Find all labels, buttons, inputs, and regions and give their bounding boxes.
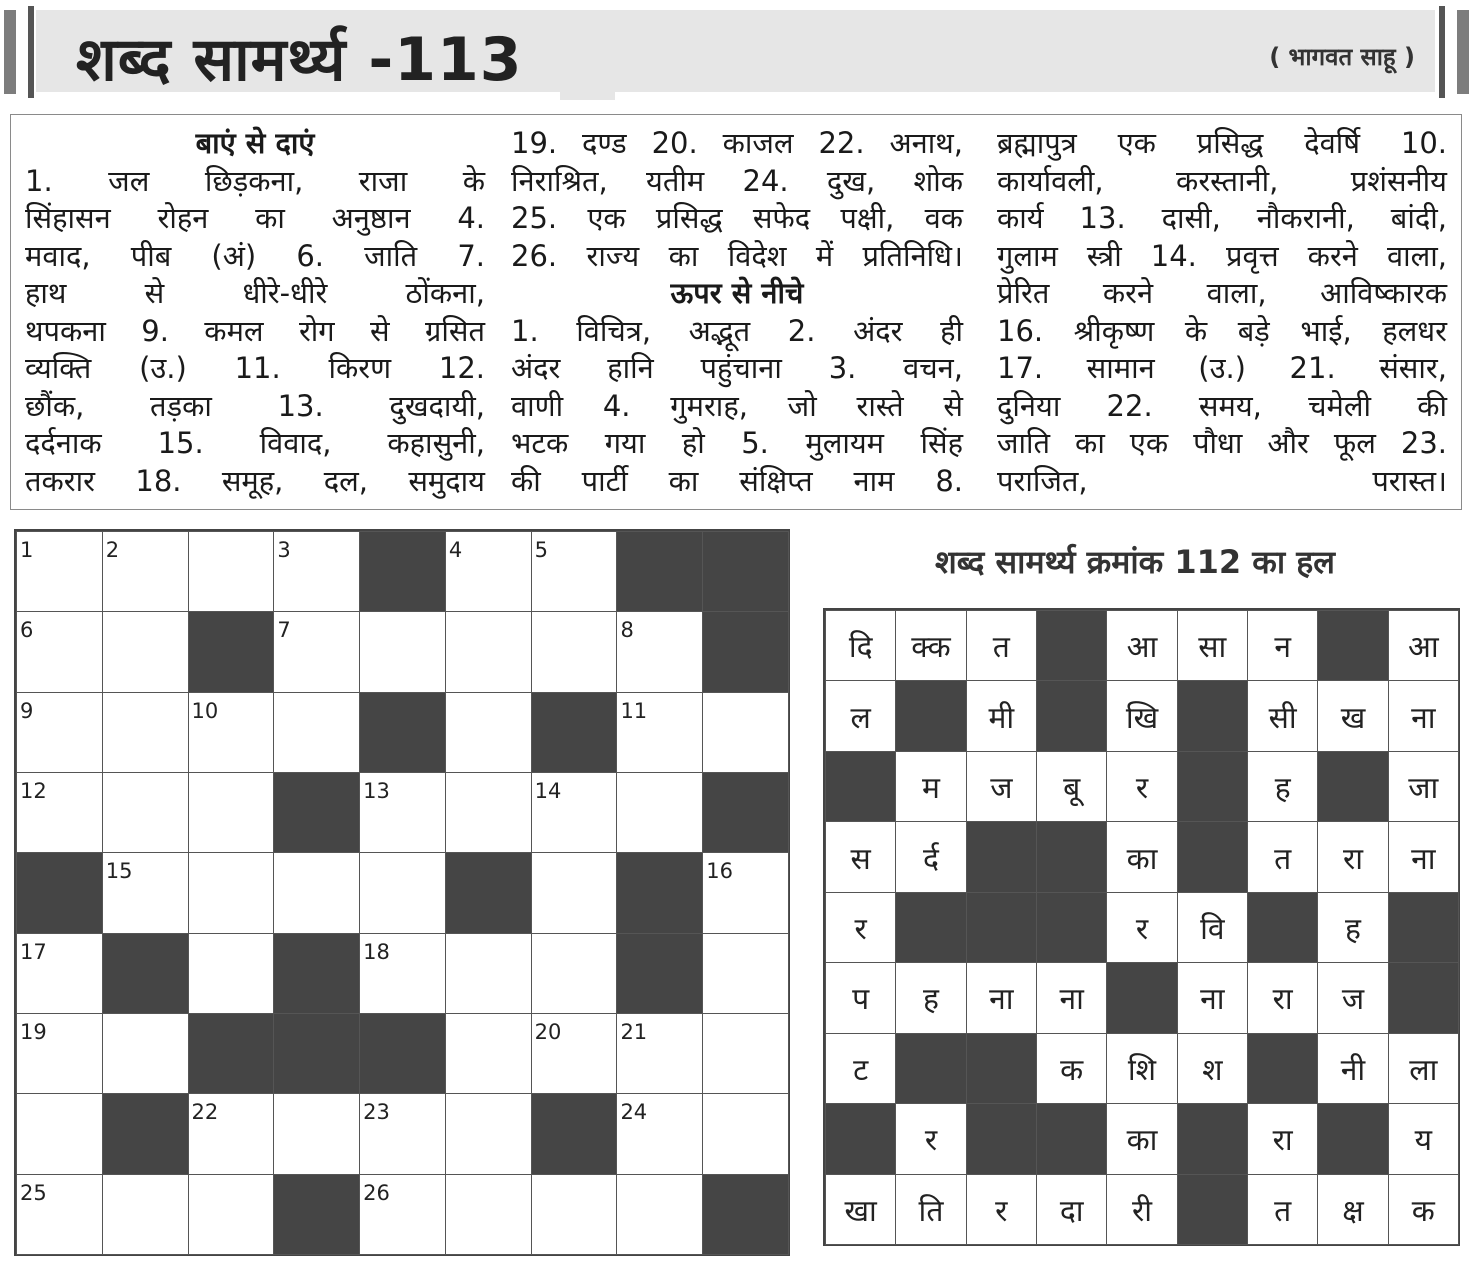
solution-cell: सी — [1247, 680, 1318, 751]
solution-cell: ना — [1388, 821, 1459, 892]
solution-block-cell — [966, 1103, 1037, 1174]
solution-cell: ह — [1247, 751, 1318, 822]
grid-cell[interactable] — [359, 1093, 446, 1174]
clue-number: 3 — [277, 538, 291, 562]
solution-block-cell — [1317, 751, 1388, 822]
header-left-bar — [4, 10, 16, 94]
grid-cell[interactable] — [102, 772, 189, 853]
grid-cell[interactable] — [702, 933, 789, 1014]
solution-cell: ह — [895, 962, 966, 1033]
grid-cell[interactable] — [359, 933, 446, 1014]
solution-cell: क — [1388, 1174, 1459, 1245]
grid-cell[interactable] — [531, 933, 618, 1014]
grid-cell[interactable] — [188, 772, 275, 853]
clues-column-1 — [25, 125, 485, 500]
clue-line: 25. एक प्रसिद्ध सफेद पक्षी, वक — [511, 201, 963, 235]
solution-cell: र्द — [895, 821, 966, 892]
grid-cell[interactable] — [188, 531, 275, 612]
solution-title: शब्द सामर्थ्य क्रमांक 112 का हल — [934, 543, 1335, 581]
grid-cell[interactable] — [188, 1174, 275, 1255]
grid-cell[interactable] — [359, 852, 446, 933]
grid-cell[interactable] — [16, 772, 103, 853]
grid-block-cell — [702, 772, 789, 853]
solution-block-cell — [1317, 1103, 1388, 1174]
grid-cell[interactable] — [616, 772, 703, 853]
solution-cell: वि — [1177, 892, 1248, 963]
solution-cell: ना — [1177, 962, 1248, 1033]
grid-cell[interactable] — [359, 1174, 446, 1255]
solution-block-cell — [825, 1103, 896, 1174]
grid-block-cell — [702, 611, 789, 692]
clue-number: 14 — [534, 779, 562, 803]
solution-block-cell — [1106, 962, 1177, 1033]
clue-number: 22 — [191, 1100, 219, 1125]
clue-line: गुलाम स्त्री 14. प्रवृत्त करने वाला, — [997, 238, 1447, 273]
solution-cell: ज — [966, 751, 1037, 822]
grid-cell[interactable] — [445, 531, 532, 612]
grid-cell[interactable] — [531, 611, 618, 692]
clue-number: 21 — [620, 1020, 648, 1044]
solution-cell: आ — [1388, 610, 1459, 681]
grid-block-cell — [359, 531, 446, 612]
solution-block-cell — [1177, 751, 1248, 822]
clue-line: पराजित, परास्त। — [997, 463, 1447, 498]
solution-cell: ह — [1317, 892, 1388, 963]
solution-cell: जा — [1388, 751, 1459, 822]
solution-cell: खा — [825, 1174, 896, 1245]
solution-cell: आ — [1106, 610, 1177, 681]
clue-line: प्रेरित करने वाला, आविष्कारक — [997, 276, 1447, 310]
solution-cell: दा — [1036, 1174, 1107, 1245]
clue-number: 19 — [20, 1020, 47, 1044]
solution-block-cell — [1317, 610, 1388, 681]
clue-number: 17 — [20, 939, 47, 964]
author-credit: ( भागवत साहू ) — [1269, 43, 1415, 71]
clue-line: वाणी 4. गुमराह, जो रास्ते से — [511, 388, 963, 423]
page-title: शब्द सामर्थ्य -113 — [76, 25, 523, 95]
solution-cell: प — [825, 962, 896, 1033]
grid-cell[interactable] — [702, 852, 789, 933]
down-clues-part-1 — [511, 313, 963, 501]
solution-cell: मी — [966, 680, 1037, 751]
solution-block-cell — [1177, 1103, 1248, 1174]
solution-block-cell — [1036, 610, 1107, 681]
grid-cell[interactable] — [102, 611, 189, 692]
grid-cell[interactable] — [16, 1013, 103, 1094]
clue-number: 5 — [534, 538, 549, 562]
across-clues-part-2 — [511, 125, 963, 275]
grid-cell[interactable] — [445, 611, 532, 692]
grid-cell[interactable] — [16, 1093, 103, 1174]
solution-cell: य — [1388, 1103, 1459, 1174]
solution-block-cell — [1177, 821, 1248, 892]
grid-cell[interactable] — [702, 1013, 789, 1094]
grid-cell[interactable] — [102, 1174, 189, 1255]
grid-block-cell — [273, 933, 360, 1014]
grid-cell[interactable] — [273, 1093, 360, 1174]
clue-line: कार्यावली, करस्तानी, प्रशंसनीय — [997, 163, 1447, 198]
clue-line: 1. विचित्र, अद्भूत 2. अंदर ही — [511, 313, 963, 348]
clue-line: ब्रह्मापुत्र एक प्रसिद्ध देवर्षि 10. — [997, 126, 1447, 160]
clue-number: 4 — [448, 538, 463, 562]
grid-cell[interactable] — [102, 531, 189, 612]
solution-cell: ना — [966, 962, 1037, 1033]
clue-number: 11 — [620, 698, 648, 723]
clue-line: अंदर हानि पहुंचाना 3. वचन, — [511, 351, 963, 385]
clue-line: दर्दनाक 15. विवाद, कहासुनी, — [25, 426, 485, 460]
clue-number: 26 — [363, 1180, 390, 1205]
header-right-rule — [1439, 6, 1445, 98]
clue-number: 7 — [277, 618, 291, 643]
grid-cell[interactable] — [702, 692, 789, 773]
clue-number: 25 — [20, 1180, 47, 1205]
solution-block-cell — [1177, 680, 1248, 751]
grid-block-cell — [531, 1093, 618, 1174]
solution-block-cell — [895, 680, 966, 751]
grid-cell[interactable] — [616, 1013, 703, 1094]
grid-block-cell — [102, 1093, 189, 1174]
grid-cell[interactable] — [102, 1013, 189, 1094]
clue-line: व्यक्ति (उ.) 11. किरण 12. — [25, 351, 485, 385]
solution-block-cell — [1388, 962, 1459, 1033]
clue-line: निराश्रित, यतीम 24. दुख, शोक — [511, 163, 963, 198]
solution-block-cell — [966, 821, 1037, 892]
grid-cell[interactable] — [188, 933, 275, 1014]
header-tab — [560, 92, 615, 100]
solution-cell: क — [1036, 1033, 1107, 1104]
grid-cell[interactable] — [16, 933, 103, 1014]
clue-line: मवाद, पीब (अं) 6. जाति 7. — [25, 238, 485, 273]
solution-cell: श — [1177, 1033, 1248, 1104]
solution-cell: र — [895, 1103, 966, 1174]
clue-number: 12 — [20, 779, 47, 803]
crossword-grid — [14, 529, 790, 1256]
solution-cell: नी — [1317, 1033, 1388, 1104]
clue-number: 24 — [620, 1100, 648, 1125]
grid-cell[interactable] — [531, 772, 618, 853]
solution-cell: ना — [1036, 962, 1107, 1033]
solution-cell: क्ष — [1317, 1174, 1388, 1245]
solution-cell: त — [1247, 1174, 1318, 1245]
grid-cell[interactable] — [445, 933, 532, 1014]
solution-cell: री — [1106, 1174, 1177, 1245]
grid-block-cell — [445, 852, 532, 933]
grid-cell[interactable] — [531, 852, 618, 933]
clue-line: दुनिया 22. समय, चमेली की — [997, 388, 1447, 423]
grid-block-cell — [531, 692, 618, 773]
grid-cell[interactable] — [702, 1093, 789, 1174]
grid-cell[interactable] — [188, 852, 275, 933]
grid-cell[interactable] — [16, 692, 103, 773]
clue-line: छौंक, तड़का 13. दुखदायी, — [25, 388, 485, 423]
grid-cell[interactable] — [273, 692, 360, 773]
grid-cell[interactable] — [273, 611, 360, 692]
solution-block-cell — [1036, 1103, 1107, 1174]
solution-cell: बू — [1036, 751, 1107, 822]
solution-cell: रा — [1317, 821, 1388, 892]
grid-block-cell — [616, 852, 703, 933]
solution-cell: खि — [1106, 680, 1177, 751]
clue-line: 17. सामान (उ.) 21. संसार, — [997, 351, 1447, 385]
clue-line: हाथ से धीरे-धीरे ठोंकना, — [25, 276, 485, 310]
grid-cell[interactable] — [616, 692, 703, 773]
grid-block-cell — [273, 772, 360, 853]
clue-number: 1 — [20, 538, 34, 562]
grid-block-cell — [273, 1174, 360, 1255]
clue-number: 23 — [363, 1100, 390, 1125]
grid-cell[interactable] — [445, 692, 532, 773]
clue-line: की पार्टी का संक्षिप्त नाम 8. — [511, 463, 963, 498]
clue-number: 15 — [105, 859, 133, 884]
solution-cell: ट — [825, 1033, 896, 1104]
grid-block-cell — [702, 1174, 789, 1255]
grid-block-cell — [359, 692, 446, 773]
grid-cell[interactable] — [531, 1013, 618, 1094]
solution-cell: का — [1106, 821, 1177, 892]
grid-block-cell — [702, 531, 789, 612]
grid-cell[interactable] — [359, 772, 446, 853]
grid-cell[interactable] — [359, 611, 446, 692]
clue-line: 19. दण्ड 20. काजल 22. अनाथ, — [511, 126, 963, 160]
solution-cell: का — [1106, 1103, 1177, 1174]
grid-cell[interactable] — [445, 1174, 532, 1255]
grid-cell[interactable] — [102, 852, 189, 933]
clue-number: 13 — [363, 779, 390, 803]
solution-cell: ला — [1388, 1033, 1459, 1104]
solution-block-cell — [1036, 680, 1107, 751]
solution-cell: रा — [1247, 962, 1318, 1033]
grid-block-cell — [359, 1013, 446, 1094]
clue-line: सिंहासन रोहन का अनुष्ठान 4. — [25, 201, 485, 235]
solution-cell: दि — [825, 610, 896, 681]
down-heading: ऊपर से नीचे — [670, 276, 804, 310]
grid-block-cell — [16, 852, 103, 933]
clue-number: 2 — [105, 538, 120, 562]
solution-block-cell — [1388, 892, 1459, 963]
solution-cell: न — [1247, 610, 1318, 681]
solution-block-cell — [966, 892, 1037, 963]
grid-block-cell — [273, 1013, 360, 1094]
grid-cell[interactable] — [531, 1174, 618, 1255]
solution-cell: क्क — [895, 610, 966, 681]
solution-block-cell — [1036, 821, 1107, 892]
solution-cell: ति — [895, 1174, 966, 1245]
clue-line: तकरार 18. समूह, दल, समुदाय — [25, 463, 485, 498]
grid-block-cell — [616, 531, 703, 612]
clues-box — [10, 114, 1462, 510]
grid-cell[interactable] — [445, 1093, 532, 1174]
clue-line: कार्य 13. दासी, नौकरानी, बांदी, — [997, 201, 1447, 235]
grid-cell[interactable] — [16, 611, 103, 692]
solution-cell: रा — [1247, 1103, 1318, 1174]
solution-cell: त — [966, 610, 1037, 681]
grid-cell[interactable] — [616, 1093, 703, 1174]
grid-block-cell — [616, 933, 703, 1014]
solution-cell: सा — [1177, 610, 1248, 681]
clue-line: थपकना 9. कमल रोग से ग्रसित — [25, 313, 485, 348]
solution-block-cell — [1247, 1033, 1318, 1104]
solution-cell: म — [895, 751, 966, 822]
clues-column-3 — [997, 125, 1447, 500]
grid-cell[interactable] — [16, 531, 103, 612]
solution-block-cell — [966, 1033, 1037, 1104]
clue-number: 20 — [534, 1020, 562, 1044]
grid-cell[interactable] — [616, 1174, 703, 1255]
clue-line: 1. जल छिड़कना, राजा के — [25, 163, 485, 198]
clue-number: 6 — [20, 618, 34, 643]
solution-cell: र — [825, 892, 896, 963]
clue-line: 26. राज्य का विदेश में प्रतिनिधि। — [511, 238, 963, 273]
grid-cell[interactable] — [16, 1174, 103, 1255]
solution-block-cell — [1177, 1174, 1248, 1245]
grid-cell[interactable] — [188, 692, 275, 773]
down-clues-part-2 — [997, 125, 1447, 500]
clue-number: 16 — [706, 859, 733, 884]
solution-cell: ज — [1317, 962, 1388, 1033]
grid-block-cell — [102, 933, 189, 1014]
solution-cell: र — [966, 1174, 1037, 1245]
across-heading: बाएं से दाएं — [195, 126, 315, 160]
solution-cell: स — [825, 821, 896, 892]
grid-cell[interactable] — [188, 1093, 275, 1174]
solution-block-cell — [1247, 892, 1318, 963]
solution-block-cell — [895, 1033, 966, 1104]
grid-cell[interactable] — [273, 531, 360, 612]
solution-grid — [823, 608, 1460, 1246]
clue-number: 18 — [363, 939, 390, 964]
solution-cell: त — [1247, 821, 1318, 892]
clue-number: 8 — [620, 618, 634, 643]
clue-number: 10 — [191, 698, 219, 723]
solution-cell: र — [1106, 751, 1177, 822]
solution-cell: र — [1106, 892, 1177, 963]
solution-cell: शि — [1106, 1033, 1177, 1104]
clue-line: जाति का एक पौधा और फूल 23. — [997, 426, 1447, 460]
solution-block-cell — [895, 892, 966, 963]
grid-cell[interactable] — [102, 692, 189, 773]
solution-cell: ल — [825, 680, 896, 751]
grid-cell[interactable] — [445, 772, 532, 853]
clues-column-2 — [511, 125, 963, 500]
grid-cell[interactable] — [445, 1013, 532, 1094]
clue-line: 16. श्रीकृष्ण के बड़े भाई, हलधर — [997, 313, 1447, 348]
header-band — [0, 6, 1473, 94]
solution-block-cell — [825, 751, 896, 822]
clue-line: भटक गया हो 5. मुलायम सिंह — [511, 426, 963, 460]
grid-cell[interactable] — [616, 611, 703, 692]
header-right-bar — [1457, 10, 1469, 94]
grid-block-cell — [188, 611, 275, 692]
solution-cell: ख — [1317, 680, 1388, 751]
header-left-rule — [28, 6, 34, 98]
grid-cell[interactable] — [273, 852, 360, 933]
clue-number: 9 — [20, 698, 34, 723]
grid-block-cell — [188, 1013, 275, 1094]
solution-cell: ना — [1388, 680, 1459, 751]
grid-cell[interactable] — [531, 531, 618, 612]
across-clues-part-1 — [25, 163, 485, 501]
solution-block-cell — [1036, 892, 1107, 963]
